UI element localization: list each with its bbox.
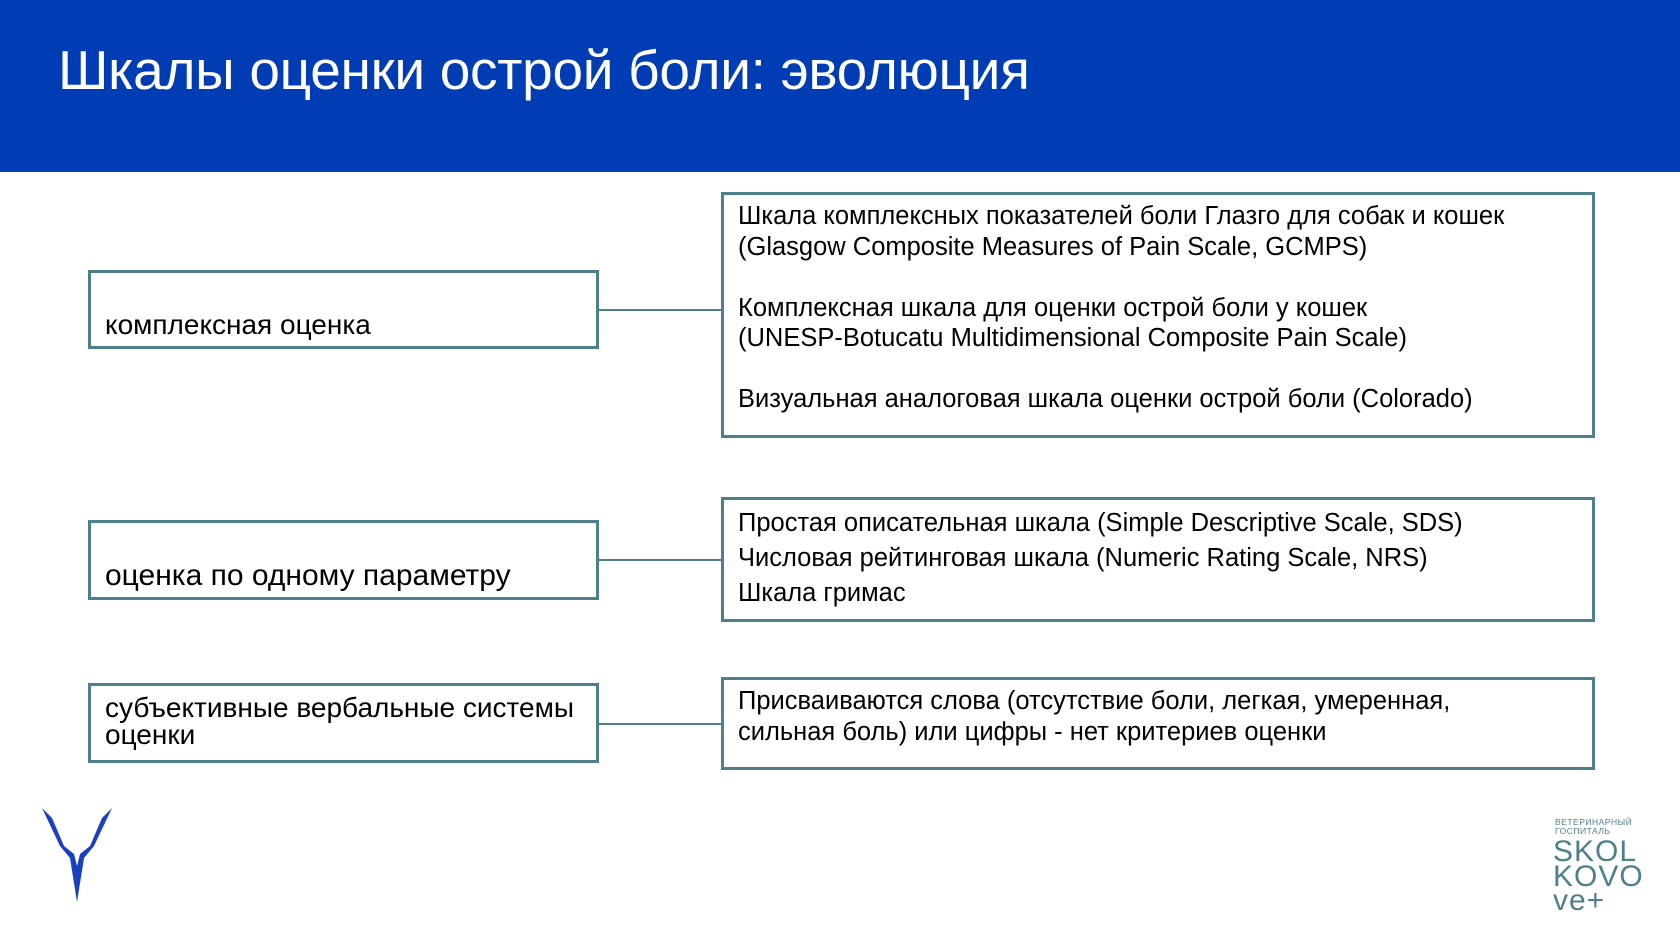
description-line: Комплексная шкала для оценки острой боли у кошек bbox=[738, 293, 1368, 322]
category-label-line: оценки bbox=[105, 719, 196, 750]
description-box-verbal bbox=[721, 677, 1595, 770]
logo-big-text: ve+ bbox=[1553, 884, 1606, 917]
logo-small-text: ВЕТЕРИНАРНЫЙ bbox=[1555, 817, 1633, 827]
description-line: Визуальная аналоговая шкала оценки острой боли (Colorado) bbox=[738, 385, 1473, 413]
description-line: сильная боль) или цифры - нет критериев оценки bbox=[738, 717, 1327, 746]
category-label: оценка по одному параметру bbox=[105, 559, 511, 592]
category-box-verbal bbox=[88, 683, 599, 763]
logo-big-text: KOVO bbox=[1553, 860, 1644, 893]
connector-line bbox=[599, 559, 721, 561]
logo-big-text: SKOL bbox=[1553, 835, 1638, 868]
logo-small-text: ГОСПИТАЛЬ bbox=[1555, 826, 1611, 836]
v-logo-icon bbox=[40, 806, 114, 902]
description-list bbox=[738, 686, 1582, 747]
description-line: (UNESP-Botucatu Multidimensional Composite Pain Scale) bbox=[738, 324, 1407, 352]
category-box-complex bbox=[88, 270, 599, 349]
slide-title: Шкалы оценки острой боли: эволюция bbox=[58, 39, 1030, 101]
description-list bbox=[738, 201, 1582, 415]
category-label-line: субъективные вербальные системы bbox=[105, 692, 574, 723]
description-line: (Glasgow Composite Measures of Pain Scale, GCMPS) bbox=[738, 232, 1368, 261]
description-box-single-param bbox=[721, 497, 1595, 622]
description-line: Числовая рейтинговая шкала (Numeric Rating Scale, NRS) bbox=[738, 544, 1428, 572]
description-list bbox=[738, 506, 1582, 611]
skolkovo-vet-logo bbox=[1553, 815, 1653, 915]
description-line bbox=[738, 262, 1582, 293]
description-line: Шкала комплексных показателей боли Глазго для собак и кошек bbox=[738, 202, 1505, 230]
description-line bbox=[738, 354, 1582, 385]
category-label bbox=[105, 694, 586, 748]
description-line: Шкала гримас bbox=[738, 579, 906, 607]
description-line: Присваиваются слова (отсутствие боли, легкая, умеренная, bbox=[738, 687, 1451, 715]
connector-line bbox=[599, 309, 721, 311]
category-box-single-param bbox=[88, 520, 599, 600]
category-label: комплексная оценка bbox=[105, 309, 371, 340]
description-line: Простая описательная шкала (Simple Descriptive Scale, SDS) bbox=[738, 509, 1463, 537]
connector-line bbox=[599, 723, 721, 725]
title-bar bbox=[0, 0, 1680, 172]
description-box-complex bbox=[721, 192, 1595, 438]
